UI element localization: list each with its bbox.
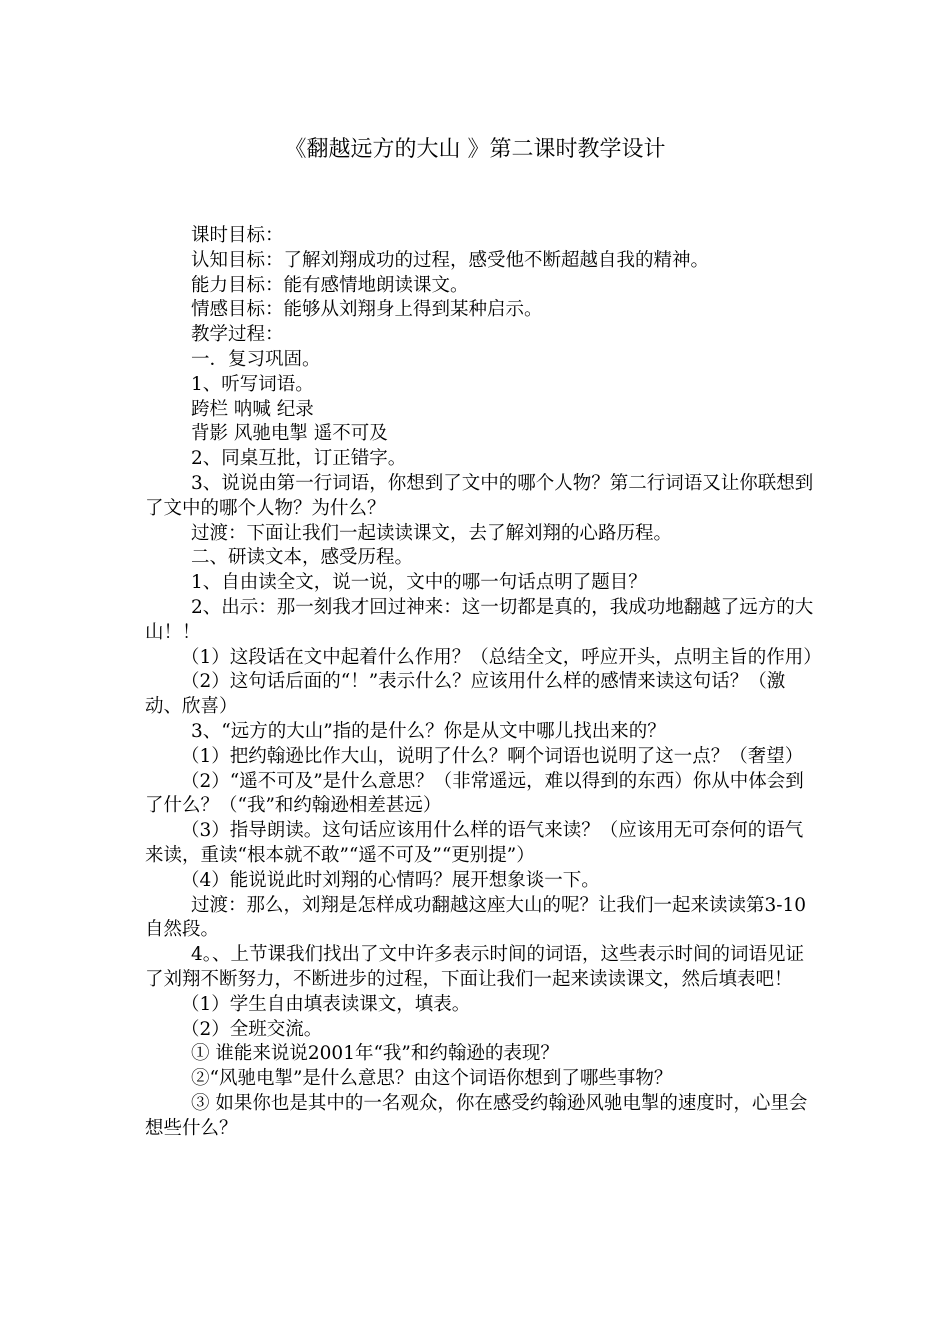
paragraph: （1）学生自由填表读课文，填表。 <box>181 993 471 1015</box>
paragraph: 过渡：下面让我们一起读读课文，去了解刘翔的心路历程。 <box>191 522 673 544</box>
paragraph: （2）全班交流。 <box>181 1018 323 1040</box>
paragraph: 背影 风驰电掣 遥不可及 <box>191 423 388 445</box>
paragraph: 2、同桌互批，订正错字。 <box>191 448 407 470</box>
paragraph: 4。、上节课我们找出了文中许多表示时间的词语，这些表示时间的词语见证了刘翔不断努力，不断进步的过程，下面让我们一起来读读课文，然后填表吧！ <box>145 944 805 990</box>
paragraph: 能力目标：能有感情地朗读课文。 <box>191 274 469 296</box>
paragraph: （4）能说说此时刘翔的心情吗？展开想象谈一下。 <box>181 869 600 891</box>
paragraph: 3、“远方的大山”指的是什么？你是从文中哪儿找出来的？ <box>191 720 666 742</box>
paragraph: （3）指导朗读。这句话应该用什么样的语气来读？（应该用无可奈何的语气来读，重读“根本就不敢”“遥不可及”“更别提”） <box>145 820 804 866</box>
paragraph: （2）“遥不可及”是什么意思？（非常遥远，难以得到的东西）你从中体会到了什么？（“我”和约翰逊相差甚远） <box>145 770 804 817</box>
paragraph: 认知目标：了解刘翔成功的过程，感受他不断超越自我的精神。 <box>191 249 710 271</box>
paragraph: （2）这句话后面的“！”表示什么？应该用什么样的感情来读这句话？（激动、欣喜） <box>145 671 786 718</box>
paragraph: （1）这段话在文中起着什么作用？（总结全文，呼应开头，点明主旨的作用） <box>181 646 822 668</box>
paragraph: 过渡：那么，刘翔是怎样成功翻越这座大山的呢？让我们一起来读读第3-10自然段。 <box>145 894 807 941</box>
paragraph: 1、听写词语。 <box>191 373 314 395</box>
document-body <box>145 224 822 1141</box>
paragraph: 2、出示：那一刻我才回过神来：这一切都是真的，我成功地翻越了远方的大山！！ <box>145 596 814 643</box>
paragraph: ① 谁能来说说2001年“我”和约翰逊的表现？ <box>191 1043 559 1065</box>
paragraph: 跨栏 呐喊 纪录 <box>191 398 314 420</box>
paragraph: 课时目标： <box>191 225 284 246</box>
paragraph: 一．复习巩固。 <box>191 348 321 370</box>
document-title: 《翻越远方的大山 》第二课时教学设计 <box>284 137 666 162</box>
paragraph: （1）把约翰逊比作大山，说明了什么？啊个词语也说明了这一点？（奢望） <box>181 745 804 767</box>
paragraph: 教学过程： <box>191 324 284 346</box>
paragraph: ③ 如果你也是其中的一名观众，你在感受约翰逊风驰电掣的速度时，心里会想些什么？ <box>145 1092 808 1139</box>
paragraph: 二、研读文本，感受历程。 <box>191 547 414 569</box>
paragraph: 3、说说由第一行词语，你想到了文中的哪个人物？第二行词语又让你联想到了文中的哪个人物？为什么？ <box>145 472 814 519</box>
paragraph: 1、自由读全文，说一说，文中的哪一句话点明了题目？ <box>191 572 647 594</box>
paragraph: ②“风驰电掣”是什么意思？由这个词语你想到了哪些事物？ <box>191 1068 673 1090</box>
paragraph: 情感目标：能够从刘翔身上得到某种启示。 <box>191 299 543 321</box>
